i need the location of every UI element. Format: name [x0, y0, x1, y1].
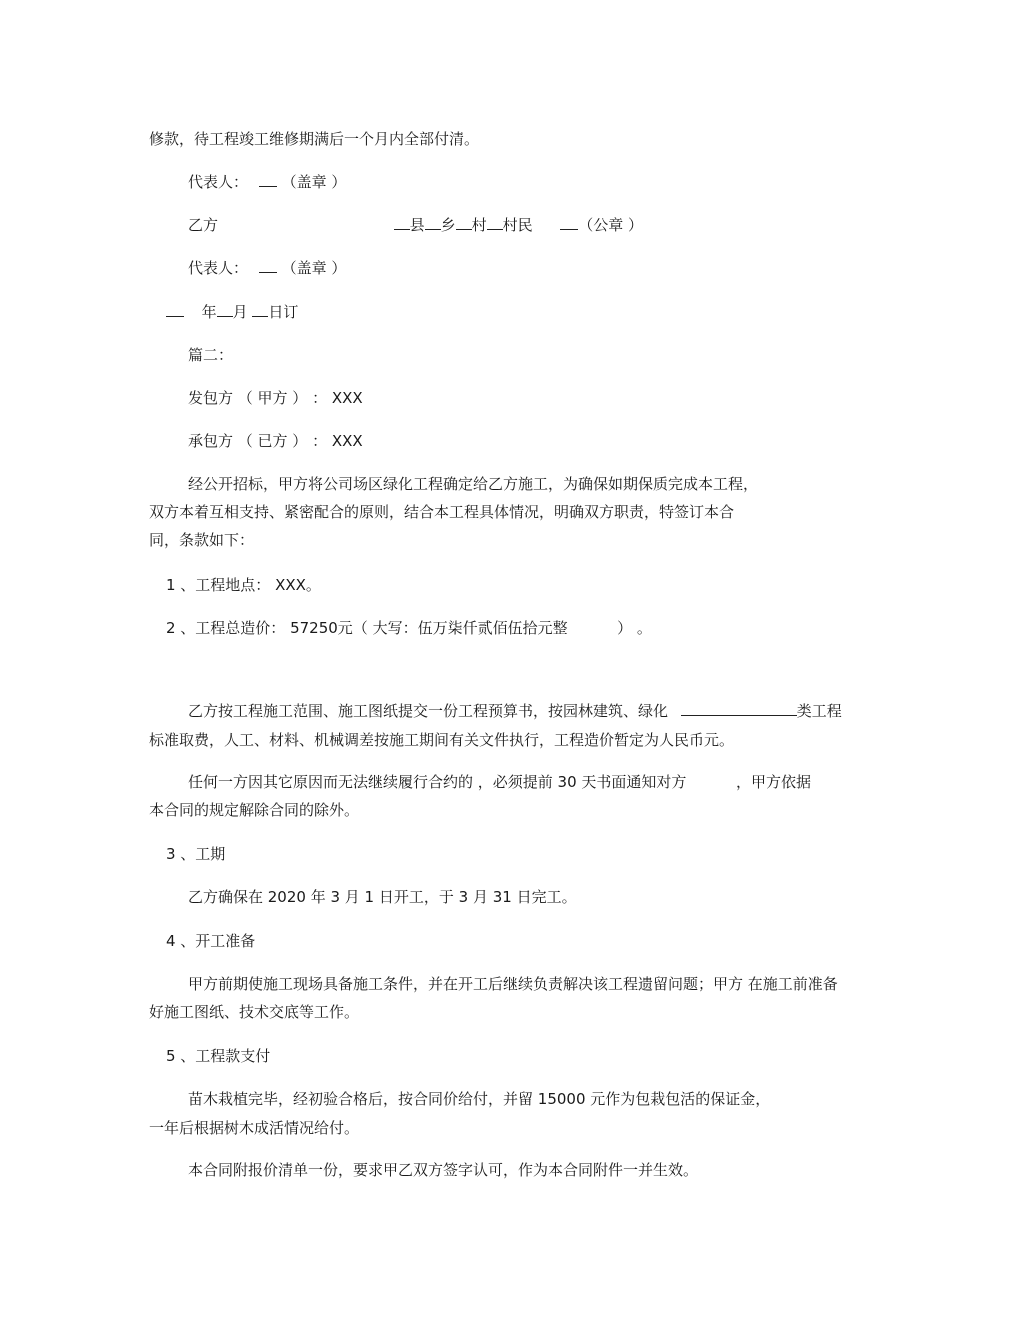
- blank-line: [456, 215, 472, 230]
- paragraph-line: 苗木栽植完毕，经初验合格后，按合同价给付，并留 15000 元作为包栽包活的保证金，: [188, 1090, 771, 1108]
- text-line: 修款，待工程竣工维修期满后一个月内全部付清。: [149, 130, 480, 148]
- paragraph-line: 本合同附报价清单一份，要求甲乙双方签字认可，作为本合同附件一并生效。: [188, 1161, 699, 1179]
- employer-line: 发包方 （ 甲方 ） ： XXX: [188, 389, 363, 407]
- blank-line: [259, 172, 277, 187]
- paragraph-line: 一年后根据树木成活情况给付。: [149, 1119, 360, 1137]
- representative-line-2: [188, 258, 346, 278]
- blank-line: [487, 215, 503, 230]
- termination-text-tail: ，甲方依据: [735, 773, 811, 791]
- year-label: 年: [201, 303, 217, 321]
- total-price-text: 2 、工程总造价： 57250元（ 大写：伍万柒仟贰佰伍拾元整: [166, 619, 568, 637]
- blank-line: [252, 302, 268, 317]
- day-label: 日订: [268, 303, 299, 321]
- budget-text: 乙方按工程施工范围、施工图纸提交一份工程预算书，按园林建筑、绿化: [188, 702, 669, 720]
- clause-item-5: 5 、工程款支付: [166, 1047, 271, 1065]
- blank-line: [217, 302, 233, 317]
- paragraph-line: 甲方前期使施工现场具备施工条件，并在开工后继续负责解决该工程遗留问题；甲方 在施工前准备: [188, 975, 838, 993]
- blank-line: [166, 302, 184, 317]
- party-b-line: [188, 215, 643, 235]
- representative-label: 代表人：: [188, 259, 249, 277]
- date-line: [166, 302, 298, 322]
- paragraph-line: 双方本着互相支持、紧密配合的原则，结合本工程具体情况，明确双方职责，特签订本合: [149, 503, 735, 521]
- clause-item-3: 3 、工期: [166, 845, 226, 863]
- paragraph-line: 乙方确保在 2020 年 3 月 1 日开工，于 3 月 31 日完工。: [188, 888, 577, 906]
- blank-line: [560, 215, 578, 230]
- paragraph-line: 好施工图纸、技术交底等工作。: [149, 1003, 360, 1021]
- villager-label: 村民: [502, 216, 533, 234]
- blank-line: [681, 701, 797, 716]
- paragraph-line: 标准取费，人工、材料、机械调差按施工期间有关文件执行，工程造价暂定为人民币元。: [149, 731, 735, 749]
- paragraph-line: [188, 701, 842, 721]
- budget-text-tail: 类工程: [796, 702, 842, 720]
- paragraph-line: 同，条款如下：: [149, 531, 255, 549]
- county-label: 县: [409, 216, 425, 234]
- section-heading: 篇二：: [188, 346, 234, 364]
- clause-item-2: [166, 618, 652, 638]
- party-b-label: 乙方: [188, 216, 219, 234]
- termination-text: 任何一方因其它原因而无法继续履行合约的 ，必须提前 30 天书面通知对方: [188, 773, 687, 791]
- contractor-line: 承包方 （ 已方 ） ： XXX: [188, 432, 363, 450]
- blank-line: [394, 215, 410, 230]
- blank-line: [259, 258, 277, 273]
- representative-line-1: [188, 172, 346, 192]
- township-label: 乡: [440, 216, 456, 234]
- paragraph-line: 经公开招标，甲方将公司场区绿化工程确定给乙方施工，为确保如期保质完成本工程，: [188, 475, 759, 493]
- paragraph-line: [188, 772, 811, 792]
- paragraph-line: 本合同的规定解除合同的除外。: [149, 801, 360, 819]
- seal-note: （盖章 ）: [281, 173, 347, 191]
- representative-label: 代表人：: [188, 173, 249, 191]
- clause-item-1: 1 、工程地点： XXX。: [166, 576, 321, 594]
- public-seal-note: （公章 ）: [578, 216, 643, 234]
- total-price-close: ） 。: [617, 619, 652, 637]
- seal-note: （盖章 ）: [281, 259, 347, 277]
- blank-line: [425, 215, 441, 230]
- clause-item-4: 4 、开工准备: [166, 932, 256, 950]
- village-label: 村: [471, 216, 487, 234]
- month-label: 月: [232, 303, 248, 321]
